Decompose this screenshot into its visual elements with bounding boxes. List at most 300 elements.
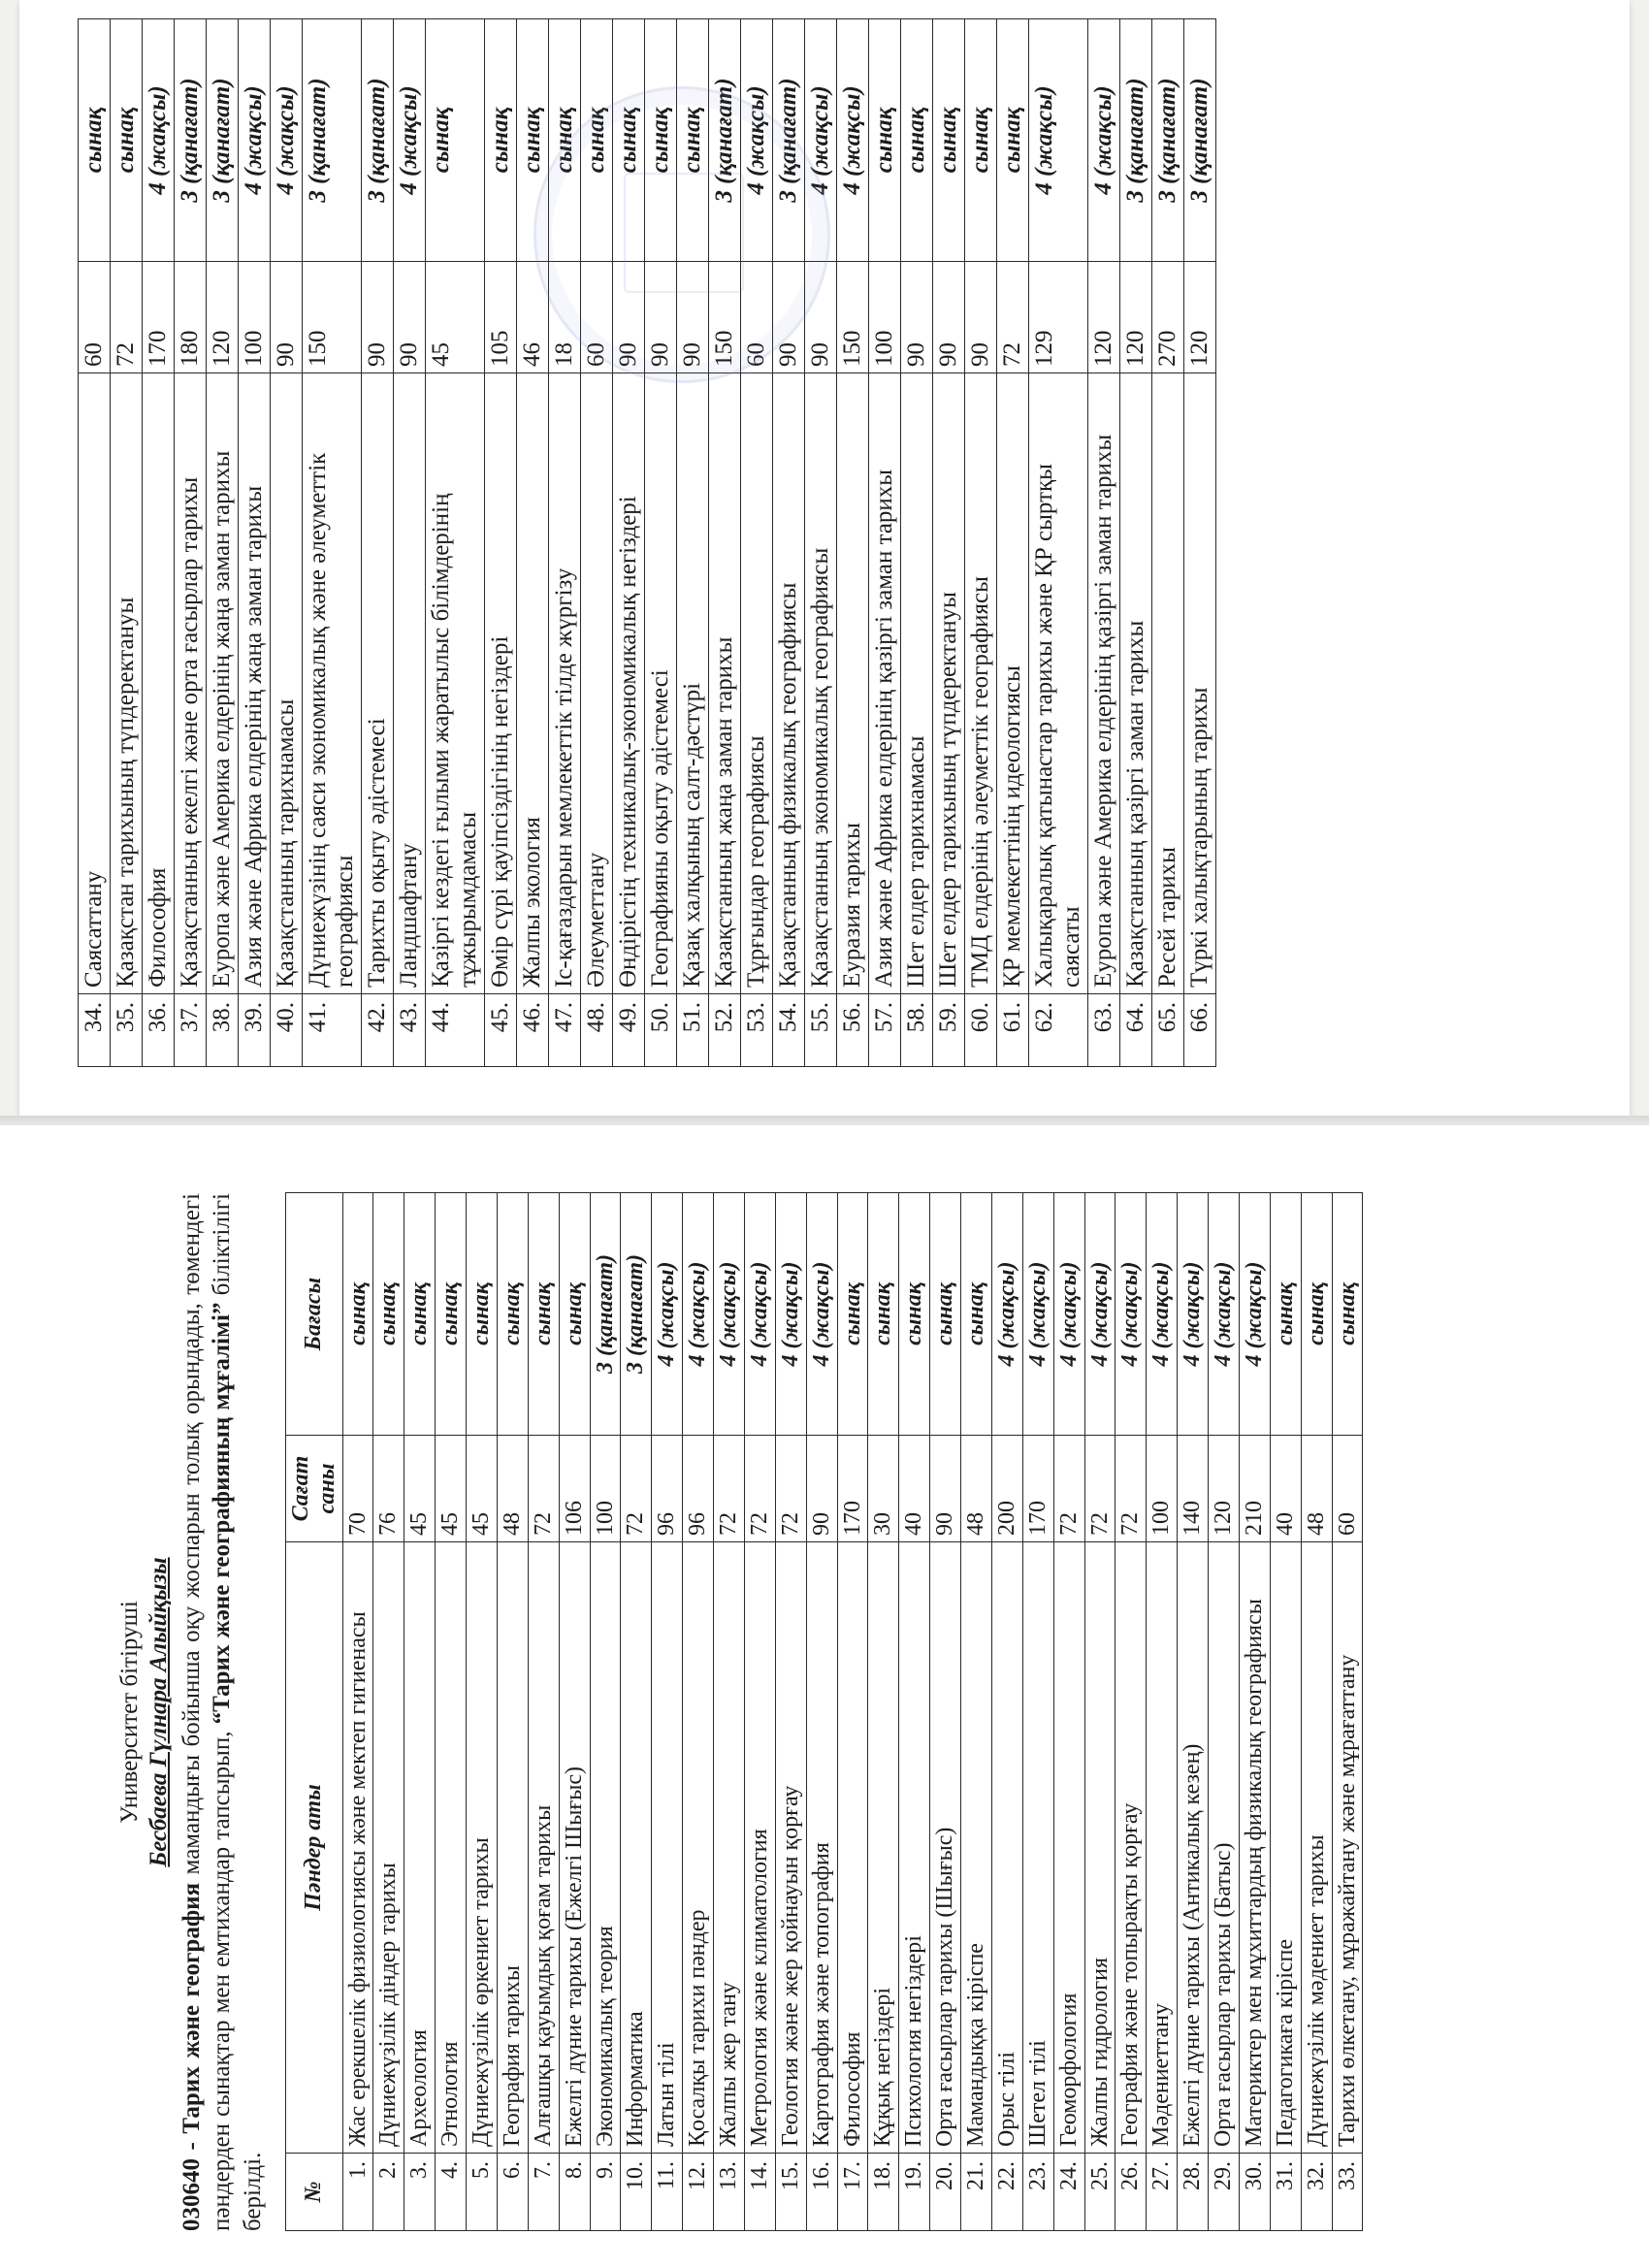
table-row <box>497 1193 528 2231</box>
table-row <box>837 19 869 1067</box>
subject-name: Қазақстанның жаңа заман тарихы <box>709 373 741 994</box>
row-number: 34. <box>79 994 111 1067</box>
column-header-num: № <box>285 2154 342 2231</box>
grade-value: 3 (қанағат) <box>1152 19 1184 262</box>
subjects-table-part1-body <box>342 1193 1363 2231</box>
subject-name: Жалпы экология <box>517 373 549 994</box>
hours-count: 210 <box>1239 1436 1270 1542</box>
hours-count: 72 <box>111 262 143 373</box>
subject-name: Тұрғындар географиясы <box>741 373 773 994</box>
hours-count: 48 <box>1301 1436 1332 1542</box>
subject-name: Алғашқы қауымдық қоғам тарихы <box>528 1542 559 2154</box>
hours-count: 60 <box>581 262 613 373</box>
statement-text-1: мамандығы бойынша оқу жоспарын толық орындады, төмендегі пәндерден сынақтар мен емтихандар тапсырып, <box>178 1192 236 2231</box>
row-number: 53. <box>741 994 773 1067</box>
grade-value: сынақ <box>426 19 485 262</box>
hours-count: 200 <box>991 1436 1022 1542</box>
hours-count: 90 <box>933 262 965 373</box>
table-row <box>590 1193 621 2231</box>
hours-count: 72 <box>1053 1436 1084 1542</box>
table-row <box>373 1193 404 2231</box>
subject-name: Картография және топография <box>806 1542 837 2154</box>
subject-name: Психология негіздері <box>899 1542 930 2154</box>
grade-value: 4 (жақсы) <box>1053 1193 1084 1436</box>
hours-count: 90 <box>613 262 645 373</box>
table-row <box>342 1193 373 2231</box>
row-number: 65. <box>1152 994 1184 1067</box>
hours-count: 90 <box>271 262 303 373</box>
subject-name: Информатика <box>621 1542 652 2154</box>
row-number: 59. <box>933 994 965 1067</box>
row-number: 56. <box>837 994 869 1067</box>
hours-count: 90 <box>645 262 677 373</box>
subject-name: Ежелгі дүние тарихы (Ежелгі Шығыс) <box>559 1542 590 2154</box>
table-row <box>1120 19 1152 1067</box>
table-row <box>868 1193 899 2231</box>
subject-name: Этнология <box>436 1542 467 2154</box>
hours-count: 120 <box>1120 262 1152 373</box>
subject-name: Педагогикаға кіріспе <box>1270 1542 1301 2154</box>
grade-value: сынақ <box>528 1193 559 1436</box>
table-row <box>621 1193 652 2231</box>
subject-name: Дүниежүзілік мәдениет тарихы <box>1301 1542 1332 2154</box>
row-number: 42. <box>362 994 394 1067</box>
hours-count: 18 <box>549 262 581 373</box>
subject-name: Қазақстанның физикалық географиясы <box>773 373 805 994</box>
row-number: 61. <box>997 994 1029 1067</box>
table-row <box>404 1193 436 2231</box>
table-row <box>899 1193 930 2231</box>
grade-value: 4 (жақсы) <box>744 1193 775 1436</box>
row-number: 48. <box>581 994 613 1067</box>
table-row <box>869 19 901 1067</box>
subject-name: География және топырақты қорғау <box>1116 1542 1147 2154</box>
hours-count: 90 <box>901 262 933 373</box>
hours-count: 105 <box>485 262 517 373</box>
grade-value: сынақ <box>404 1193 436 1436</box>
hours-count: 270 <box>1152 262 1184 373</box>
grade-value: сынақ <box>933 19 965 262</box>
subject-name: Қазақстан тарихының түпдеректануы <box>111 373 143 994</box>
grade-value: 4 (жақсы) <box>394 19 426 262</box>
table-row <box>175 19 207 1067</box>
table-row <box>111 19 143 1067</box>
subject-name: Түркі халықтарының тарихы <box>1184 373 1216 994</box>
column-header-grade: Бағасы <box>285 1193 342 1436</box>
hours-count: 60 <box>79 262 111 373</box>
table-row <box>426 19 485 1067</box>
subject-name: Орта ғасырлар тарихы (Шығыс) <box>930 1542 961 2154</box>
hours-count: 100 <box>869 262 901 373</box>
hours-count: 129 <box>1029 262 1088 373</box>
row-number: 49. <box>613 994 645 1067</box>
grade-value: сынақ <box>869 19 901 262</box>
subject-name: Қосалқы тарихи пәндер <box>683 1542 714 2154</box>
row-number: 21. <box>961 2154 992 2231</box>
grade-value: 4 (жақсы) <box>1178 1193 1209 1436</box>
subject-name: Шет елдер тарихының түпдеректануы <box>933 373 965 994</box>
subject-name: Орта ғасырлар тарихы (Батыс) <box>1209 1542 1240 2154</box>
grade-value: сынақ <box>899 1193 930 1436</box>
subject-name: Тарихты оқыту әдістемесі <box>362 373 394 994</box>
subject-name: ҚР мемлекеттінің идеологиясы <box>997 373 1029 994</box>
row-number: 39. <box>239 994 271 1067</box>
grade-value: сынақ <box>965 19 997 262</box>
row-number: 57. <box>869 994 901 1067</box>
transcript-page-2 <box>78 19 1591 1067</box>
subject-name: Әлеуметтану <box>581 373 613 994</box>
grade-value: сынақ <box>613 19 645 262</box>
specialty-name: Тарих және география <box>178 1882 205 2134</box>
hours-count: 100 <box>590 1436 621 1542</box>
row-number: 2. <box>373 2154 404 2231</box>
grade-value: 3 (қанағат) <box>709 19 741 262</box>
table-row <box>485 19 517 1067</box>
hours-count: 150 <box>303 262 362 373</box>
subject-name: Қазақстанның экономикалық географиясы <box>805 373 837 994</box>
grade-value: 4 (жақсы) <box>1116 1193 1147 1436</box>
hours-count: 120 <box>207 262 239 373</box>
grade-value: сынақ <box>549 19 581 262</box>
subject-name: Материктер мен мұхиттардың физикалық географиясы <box>1239 1542 1270 2154</box>
table-row <box>1152 19 1184 1067</box>
subject-name: Азия және Африка елдерінің жаңа заман тарихы <box>239 373 271 994</box>
table-row <box>933 19 965 1067</box>
subject-name: Латын тілі <box>652 1542 683 2154</box>
table-row <box>1270 1193 1301 2231</box>
subject-name: Еуропа және Америка елдерінің жаңа заман тарихы <box>207 373 239 994</box>
subject-name: Қазақстанның қазіргі заман тарихы <box>1120 373 1152 994</box>
row-number: 35. <box>111 994 143 1067</box>
grade-value: сынақ <box>837 1193 868 1436</box>
table-row <box>1209 1193 1240 2231</box>
subject-name: Шетел тілі <box>1022 1542 1053 2154</box>
subject-name: Мамандыққа кіріспе <box>961 1542 992 2154</box>
row-number: 13. <box>714 2154 745 2231</box>
grade-value: 3 (қанағат) <box>590 1193 621 1436</box>
hours-count: 72 <box>744 1436 775 1542</box>
hours-count: 120 <box>1184 262 1216 373</box>
table-row <box>1084 1193 1116 2231</box>
grade-value: 3 (қанағат) <box>773 19 805 262</box>
subject-name: Қазақстанның тарихнамасы <box>271 373 303 994</box>
hours-count: 72 <box>775 1436 806 1542</box>
hours-count: 40 <box>1270 1436 1301 1542</box>
subject-name: Халықаралық қатынастар тарихы және ҚР сыртқы саясаты <box>1029 373 1088 994</box>
grade-value: 3 (қанағат) <box>175 19 207 262</box>
hours-count: 170 <box>143 262 175 373</box>
hours-count: 72 <box>621 1436 652 1542</box>
table-row <box>394 19 426 1067</box>
transcript-page-1 <box>116 1193 1445 2231</box>
row-number: 29. <box>1209 2154 1240 2231</box>
qualification-statement <box>177 1193 268 2231</box>
grade-value: 4 (жақсы) <box>775 1193 806 1436</box>
subject-name: Өндірістің техникалық-экономикалық негіздері <box>613 373 645 994</box>
subject-name: Дүниежүзілік діндер тарихы <box>373 1542 404 2154</box>
row-number: 36. <box>143 994 175 1067</box>
hours-count: 96 <box>683 1436 714 1542</box>
table-row <box>1022 1193 1053 2231</box>
subject-name: Географияны оқыту әдістемесі <box>645 373 677 994</box>
hours-count: 45 <box>436 1436 467 1542</box>
row-number: 52. <box>709 994 741 1067</box>
table-row <box>1053 1193 1084 2231</box>
row-number: 54. <box>773 994 805 1067</box>
grade-value: 4 (жақсы) <box>714 1193 745 1436</box>
grade-value: сынақ <box>930 1193 961 1436</box>
grade-value: 4 (жақсы) <box>1209 1193 1240 1436</box>
row-number: 24. <box>1053 2154 1084 2231</box>
grade-value: сынақ <box>467 1193 498 1436</box>
hours-count: 140 <box>1178 1436 1209 1542</box>
hours-count: 72 <box>1116 1436 1147 1542</box>
grade-value: 4 (жақсы) <box>1022 1193 1053 1436</box>
table-row <box>239 19 271 1067</box>
table-row <box>901 19 933 1067</box>
table-row <box>1029 19 1088 1067</box>
row-number: 4. <box>436 2154 467 2231</box>
subject-name: Орыс тілі <box>991 1542 1022 2154</box>
subject-name: Ресей тарихы <box>1152 373 1184 994</box>
subject-name: География тарихы <box>497 1542 528 2154</box>
subject-name: Тарихи өлкетану, мұражайтану және мұрағаттану <box>1332 1542 1363 2154</box>
grade-value: сынақ <box>111 19 143 262</box>
table-row <box>997 19 1029 1067</box>
university-line: Университет бітіруші <box>116 1601 143 1824</box>
table-row <box>1147 1193 1178 2231</box>
row-number: 40. <box>271 994 303 1067</box>
grade-value: 4 (жақсы) <box>271 19 303 262</box>
subject-name: Жалпы жер тану <box>714 1542 745 2154</box>
grade-value: сынақ <box>868 1193 899 1436</box>
hours-count: 30 <box>868 1436 899 1542</box>
row-number: 9. <box>590 2154 621 2231</box>
hours-count: 90 <box>965 262 997 373</box>
row-number: 51. <box>677 994 709 1067</box>
grade-value: 4 (жақсы) <box>239 19 271 262</box>
table-row <box>965 19 997 1067</box>
table-row <box>991 1193 1022 2231</box>
hours-count: 170 <box>1022 1436 1053 1542</box>
grade-value: сынақ <box>436 1193 467 1436</box>
table-row <box>1184 19 1216 1067</box>
subject-name: Еуразия тарихы <box>837 373 869 994</box>
row-number: 28. <box>1178 2154 1209 2231</box>
grade-value: сынақ <box>997 19 1029 262</box>
grade-value: 4 (жақсы) <box>683 1193 714 1436</box>
hours-count: 120 <box>1209 1436 1240 1542</box>
hours-count: 60 <box>1332 1436 1363 1542</box>
row-number: 41. <box>303 994 362 1067</box>
grade-value: 4 (жақсы) <box>806 1193 837 1436</box>
grade-value: 4 (жақсы) <box>1084 1193 1116 1436</box>
statement-text-2: біліктілігі берілді. <box>209 1193 266 2231</box>
grade-value: 4 (жақсы) <box>143 19 175 262</box>
subject-name: Ландшафтану <box>394 373 426 994</box>
subject-name: Геоморфология <box>1053 1542 1084 2154</box>
subject-name: Саясаттану <box>79 373 111 994</box>
student-name: Бесбаева Гүлнара Алыйқызы <box>146 1557 172 1867</box>
grade-value: 3 (қанағат) <box>1120 19 1152 262</box>
table-row <box>303 19 362 1067</box>
row-number: 3. <box>404 2154 436 2231</box>
row-number: 58. <box>901 994 933 1067</box>
grade-value: 3 (қанағат) <box>303 19 362 262</box>
subject-name: Экономикалық теория <box>590 1542 621 2154</box>
hours-count: 60 <box>741 262 773 373</box>
grade-value: 3 (қанағат) <box>207 19 239 262</box>
table-row <box>806 1193 837 2231</box>
row-number: 44. <box>426 994 485 1067</box>
subject-name: Жас ерекшелік физиологиясы және мектеп гигиенасы <box>342 1542 373 2154</box>
table-row <box>775 1193 806 2231</box>
hours-count: 100 <box>1147 1436 1178 1542</box>
subject-name: ТМД елдерінің әлеуметтік географиясы <box>965 373 997 994</box>
hours-count: 40 <box>899 1436 930 1542</box>
row-number: 55. <box>805 994 837 1067</box>
subject-name: Жалпы гидрология <box>1084 1542 1116 2154</box>
grade-value: 4 (жақсы) <box>1029 19 1088 262</box>
hours-count: 70 <box>342 1436 373 1542</box>
row-number: 20. <box>930 2154 961 2231</box>
hours-count: 90 <box>394 262 426 373</box>
table-row <box>362 19 394 1067</box>
hours-count: 120 <box>1088 262 1120 373</box>
subjects-table-part1 <box>285 1192 1364 2231</box>
hours-count: 90 <box>805 262 837 373</box>
row-number: 7. <box>528 2154 559 2231</box>
hours-count: 48 <box>961 1436 992 1542</box>
hours-count: 48 <box>497 1436 528 1542</box>
row-number: 47. <box>549 994 581 1067</box>
grade-value: сынақ <box>79 19 111 262</box>
grade-value: 4 (жақсы) <box>652 1193 683 1436</box>
hours-count: 100 <box>239 262 271 373</box>
table-row <box>1301 1193 1332 2231</box>
table-row <box>436 1193 467 2231</box>
hours-count: 90 <box>362 262 394 373</box>
subject-name: Геология және жер қойнауын қорғау <box>775 1542 806 2154</box>
row-number: 15. <box>775 2154 806 2231</box>
grade-value: 4 (жақсы) <box>741 19 773 262</box>
row-number: 19. <box>899 2154 930 2231</box>
subject-name: Іс-қағаздарын мемлекеттік тілде жүргізу <box>549 373 581 994</box>
hours-count: 170 <box>837 1436 868 1542</box>
hours-count: 72 <box>997 262 1029 373</box>
table-row <box>930 1193 961 2231</box>
specialty-code: 030640 - <box>178 2133 205 2231</box>
grade-value: 4 (жақсы) <box>837 19 869 262</box>
grade-value: сынақ <box>1301 1193 1332 1436</box>
table-row <box>207 19 239 1067</box>
row-number: 43. <box>394 994 426 1067</box>
grade-value: сынақ <box>1332 1193 1363 1436</box>
subject-name: Дүниежүзілік өркениет тарихы <box>467 1542 498 2154</box>
hours-count: 72 <box>714 1436 745 1542</box>
hours-count: 106 <box>559 1436 590 1542</box>
row-number: 1. <box>342 2154 373 2231</box>
grade-value: 4 (жақсы) <box>1239 1193 1270 1436</box>
row-number: 23. <box>1022 2154 1053 2231</box>
table-row <box>528 1193 559 2231</box>
row-number: 32. <box>1301 2154 1332 2231</box>
row-number: 11. <box>652 2154 683 2231</box>
grade-value: 3 (қанағат) <box>362 19 394 262</box>
grade-value: 4 (жақсы) <box>805 19 837 262</box>
table-row <box>1239 1193 1270 2231</box>
subject-name: Философия <box>143 373 175 994</box>
grade-value: 4 (жақсы) <box>1147 1193 1178 1436</box>
table-row <box>271 19 303 1067</box>
hours-count: 90 <box>806 1436 837 1542</box>
row-number: 22. <box>991 2154 1022 2231</box>
table-row <box>517 19 549 1067</box>
row-number: 17. <box>837 2154 868 2231</box>
row-number: 62. <box>1029 994 1088 1067</box>
subject-name: Дүниежүзінің саяси экономикалық және әлеуметтік географиясы <box>303 373 362 994</box>
hours-count: 150 <box>709 262 741 373</box>
table-row <box>79 19 111 1067</box>
column-header-subject: Пәндер аты <box>285 1542 342 2154</box>
table-row <box>143 19 175 1067</box>
grade-value: сынақ <box>1270 1193 1301 1436</box>
grade-value: 3 (қанағат) <box>1184 19 1216 262</box>
table-row <box>714 1193 745 2231</box>
row-number: 50. <box>645 994 677 1067</box>
row-number: 37. <box>175 994 207 1067</box>
row-number: 66. <box>1184 994 1216 1067</box>
grade-value: сынақ <box>485 19 517 262</box>
row-number: 27. <box>1147 2154 1178 2231</box>
subject-name: Еуропа және Америка елдерінің қазіргі заман тарихы <box>1088 373 1120 994</box>
row-number: 26. <box>1116 2154 1147 2231</box>
table-row <box>1178 1193 1209 2231</box>
table-row <box>1116 1193 1147 2231</box>
row-number: 10. <box>621 2154 652 2231</box>
table-row <box>1088 19 1120 1067</box>
hours-count: 90 <box>773 262 805 373</box>
subject-name: Қазақстанның ежелгі және орта ғасырлар тарихы <box>175 373 207 994</box>
hours-count: 46 <box>517 262 549 373</box>
subject-name: Метрология және климатология <box>744 1542 775 2154</box>
grade-value: сынақ <box>559 1193 590 1436</box>
table-row <box>744 1193 775 2231</box>
grade-value: сынақ <box>517 19 549 262</box>
table-row <box>837 1193 868 2231</box>
table-row <box>961 1193 992 2231</box>
grade-value: сынақ <box>677 19 709 262</box>
grade-value: сынақ <box>342 1193 373 1436</box>
row-number: 38. <box>207 994 239 1067</box>
grade-value: 4 (жақсы) <box>991 1193 1022 1436</box>
row-number: 5. <box>467 2154 498 2231</box>
table-row <box>1332 1193 1363 2231</box>
row-number: 60. <box>965 994 997 1067</box>
subject-name: Философия <box>837 1542 868 2154</box>
subject-name: Ежелгі дүние тарихы (Антикалық кезең) <box>1178 1542 1209 2154</box>
hours-count: 45 <box>467 1436 498 1542</box>
subject-name: Қазіргі кездегі ғылыми жаратылыс білімдерінің тұжырымдамасы <box>426 373 485 994</box>
grade-value: сынақ <box>581 19 613 262</box>
hours-count: 90 <box>930 1436 961 1542</box>
subject-name: Қазақ халқының салт-дәстүрі <box>677 373 709 994</box>
hours-count: 76 <box>373 1436 404 1542</box>
row-number: 30. <box>1239 2154 1270 2231</box>
row-number: 12. <box>683 2154 714 2231</box>
table-row <box>467 1193 498 2231</box>
grade-value: 3 (қанағат) <box>621 1193 652 1436</box>
